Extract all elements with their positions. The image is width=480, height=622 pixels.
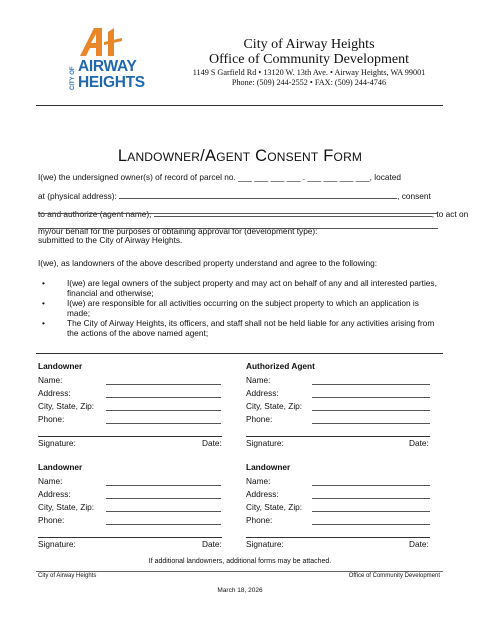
name-field[interactable]: [106, 384, 221, 385]
additional-forms-note: If additional landowners, additional forms may be attached.: [148, 558, 332, 565]
city-state-zip-field[interactable]: [312, 410, 430, 411]
name-label: Name:: [246, 375, 271, 385]
date-label: Date:: [409, 539, 429, 549]
city-state-zip-field[interactable]: [106, 511, 221, 512]
signature-label: Signature:: [246, 438, 284, 448]
city-state-zip-label: City, State, Zip:: [246, 502, 303, 512]
address-label: Address:: [38, 388, 71, 398]
name-field[interactable]: [106, 485, 221, 486]
date-label: Date:: [202, 539, 222, 549]
signature-line[interactable]: [246, 436, 430, 437]
phone-label: Phone:: [38, 515, 65, 525]
signature-label: Signature:: [246, 539, 284, 549]
footer-date: March 18, 2026: [217, 587, 263, 594]
signature-block-landowner-1: [38, 361, 228, 453]
address-field[interactable]: [312, 397, 430, 398]
phone-field[interactable]: [312, 423, 430, 424]
logo-wordmark-airway: AIRWAY: [78, 58, 137, 75]
phone-field[interactable]: [106, 524, 221, 525]
footer-left: City of Airway Heights: [38, 573, 97, 579]
name-field[interactable]: [312, 485, 430, 486]
city-state-zip-label: City, State, Zip:: [38, 401, 95, 411]
logo-wordmark-heights: HEIGHTS: [78, 74, 145, 91]
city-state-zip-label: City, State, Zip:: [246, 401, 303, 411]
signature-block-landowner-3: [246, 462, 436, 554]
development-type-field-2[interactable]: [38, 228, 438, 229]
block-heading: Landowner: [38, 462, 83, 472]
address: 1149 S Garfield Rd • 13120 W. 13th Ave. • Airway Heights, WA 99001: [192, 68, 426, 77]
bullet-item: • The City of Airway Heights, its officers, and staff shall not be held liable for any activities arising from the actions of the above named agent;: [42, 318, 435, 338]
address-label: Address:: [246, 489, 279, 499]
address-field[interactable]: [106, 498, 221, 499]
city-state-zip-field[interactable]: [312, 511, 430, 512]
city-logo-icon: [78, 24, 124, 58]
signature-block-landowner-2: [38, 462, 228, 554]
block-heading: Landowner: [246, 462, 291, 472]
city-state-zip-label: City, State, Zip:: [38, 502, 95, 512]
address-field[interactable]: [312, 498, 430, 499]
phone-field[interactable]: [312, 524, 430, 525]
footer-right: Office of Community Development: [348, 573, 440, 579]
phone-label: Phone:: [246, 414, 273, 424]
phone-fax: Phone: (509) 244-2552 • FAX: (509) 244-4746: [231, 78, 387, 87]
dept-name: Office of Community Development: [209, 52, 409, 67]
phone-label: Phone:: [38, 414, 65, 424]
header-divider: [36, 105, 443, 106]
signature-label: Signature:: [38, 539, 76, 549]
date-label: Date:: [409, 438, 429, 448]
address-field[interactable]: [106, 397, 221, 398]
bullet-item: • I(we) are legal owners of the subject property and may act on behalf of any and all interested parties, financial and otherwise;: [42, 278, 437, 298]
form-title: LANDOWNER/AGENT CONSENT FORM: [117, 147, 363, 165]
phone-field[interactable]: [106, 423, 221, 424]
signature-line[interactable]: [38, 537, 222, 538]
address-label: Address:: [246, 388, 279, 398]
block-heading: Landowner: [38, 361, 83, 371]
signature-label: Signature:: [38, 438, 76, 448]
name-label: Name:: [38, 375, 63, 385]
org-name: City of Airway Heights: [243, 37, 375, 52]
logo-city-of: CITY OF: [70, 66, 76, 90]
address-line: at (physical address): , consent: [38, 191, 431, 201]
block-heading: Authorized Agent: [246, 361, 315, 371]
name-label: Name:: [38, 476, 63, 486]
physical-address-field[interactable]: [119, 190, 397, 199]
development-type-line: my/our behalf for the purposes of obtaining approval for (development type):: [38, 226, 318, 236]
signature-block-agent: [246, 361, 436, 453]
name-label: Name:: [246, 476, 271, 486]
signature-line[interactable]: [246, 537, 430, 538]
signature-line[interactable]: [38, 436, 222, 437]
submitted-line: submitted to the City of Airway Heights.: [38, 235, 183, 245]
agree-line: I(we), as landowners of the above described property understand and agree to the following:: [38, 258, 377, 268]
date-label: Date:: [202, 438, 222, 448]
city-state-zip-field[interactable]: [106, 410, 221, 411]
bullet-item: • I(we) are responsible for all activities occurring on the subject property to which an application is made;: [42, 298, 419, 318]
agent-line: to and authorize (agent name), , to act on: [38, 209, 469, 219]
parcel-line: I(we) the undersigned owner(s) of record of parcel no. ___ ___ ___ ___ . ___ ___ ___ ___, located: [38, 172, 402, 182]
name-field[interactable]: [312, 384, 430, 385]
development-type-field-1[interactable]: [38, 213, 438, 214]
footer-divider: [36, 571, 443, 572]
address-label: Address:: [38, 489, 71, 499]
section-divider: [36, 353, 443, 354]
phone-label: Phone:: [246, 515, 273, 525]
